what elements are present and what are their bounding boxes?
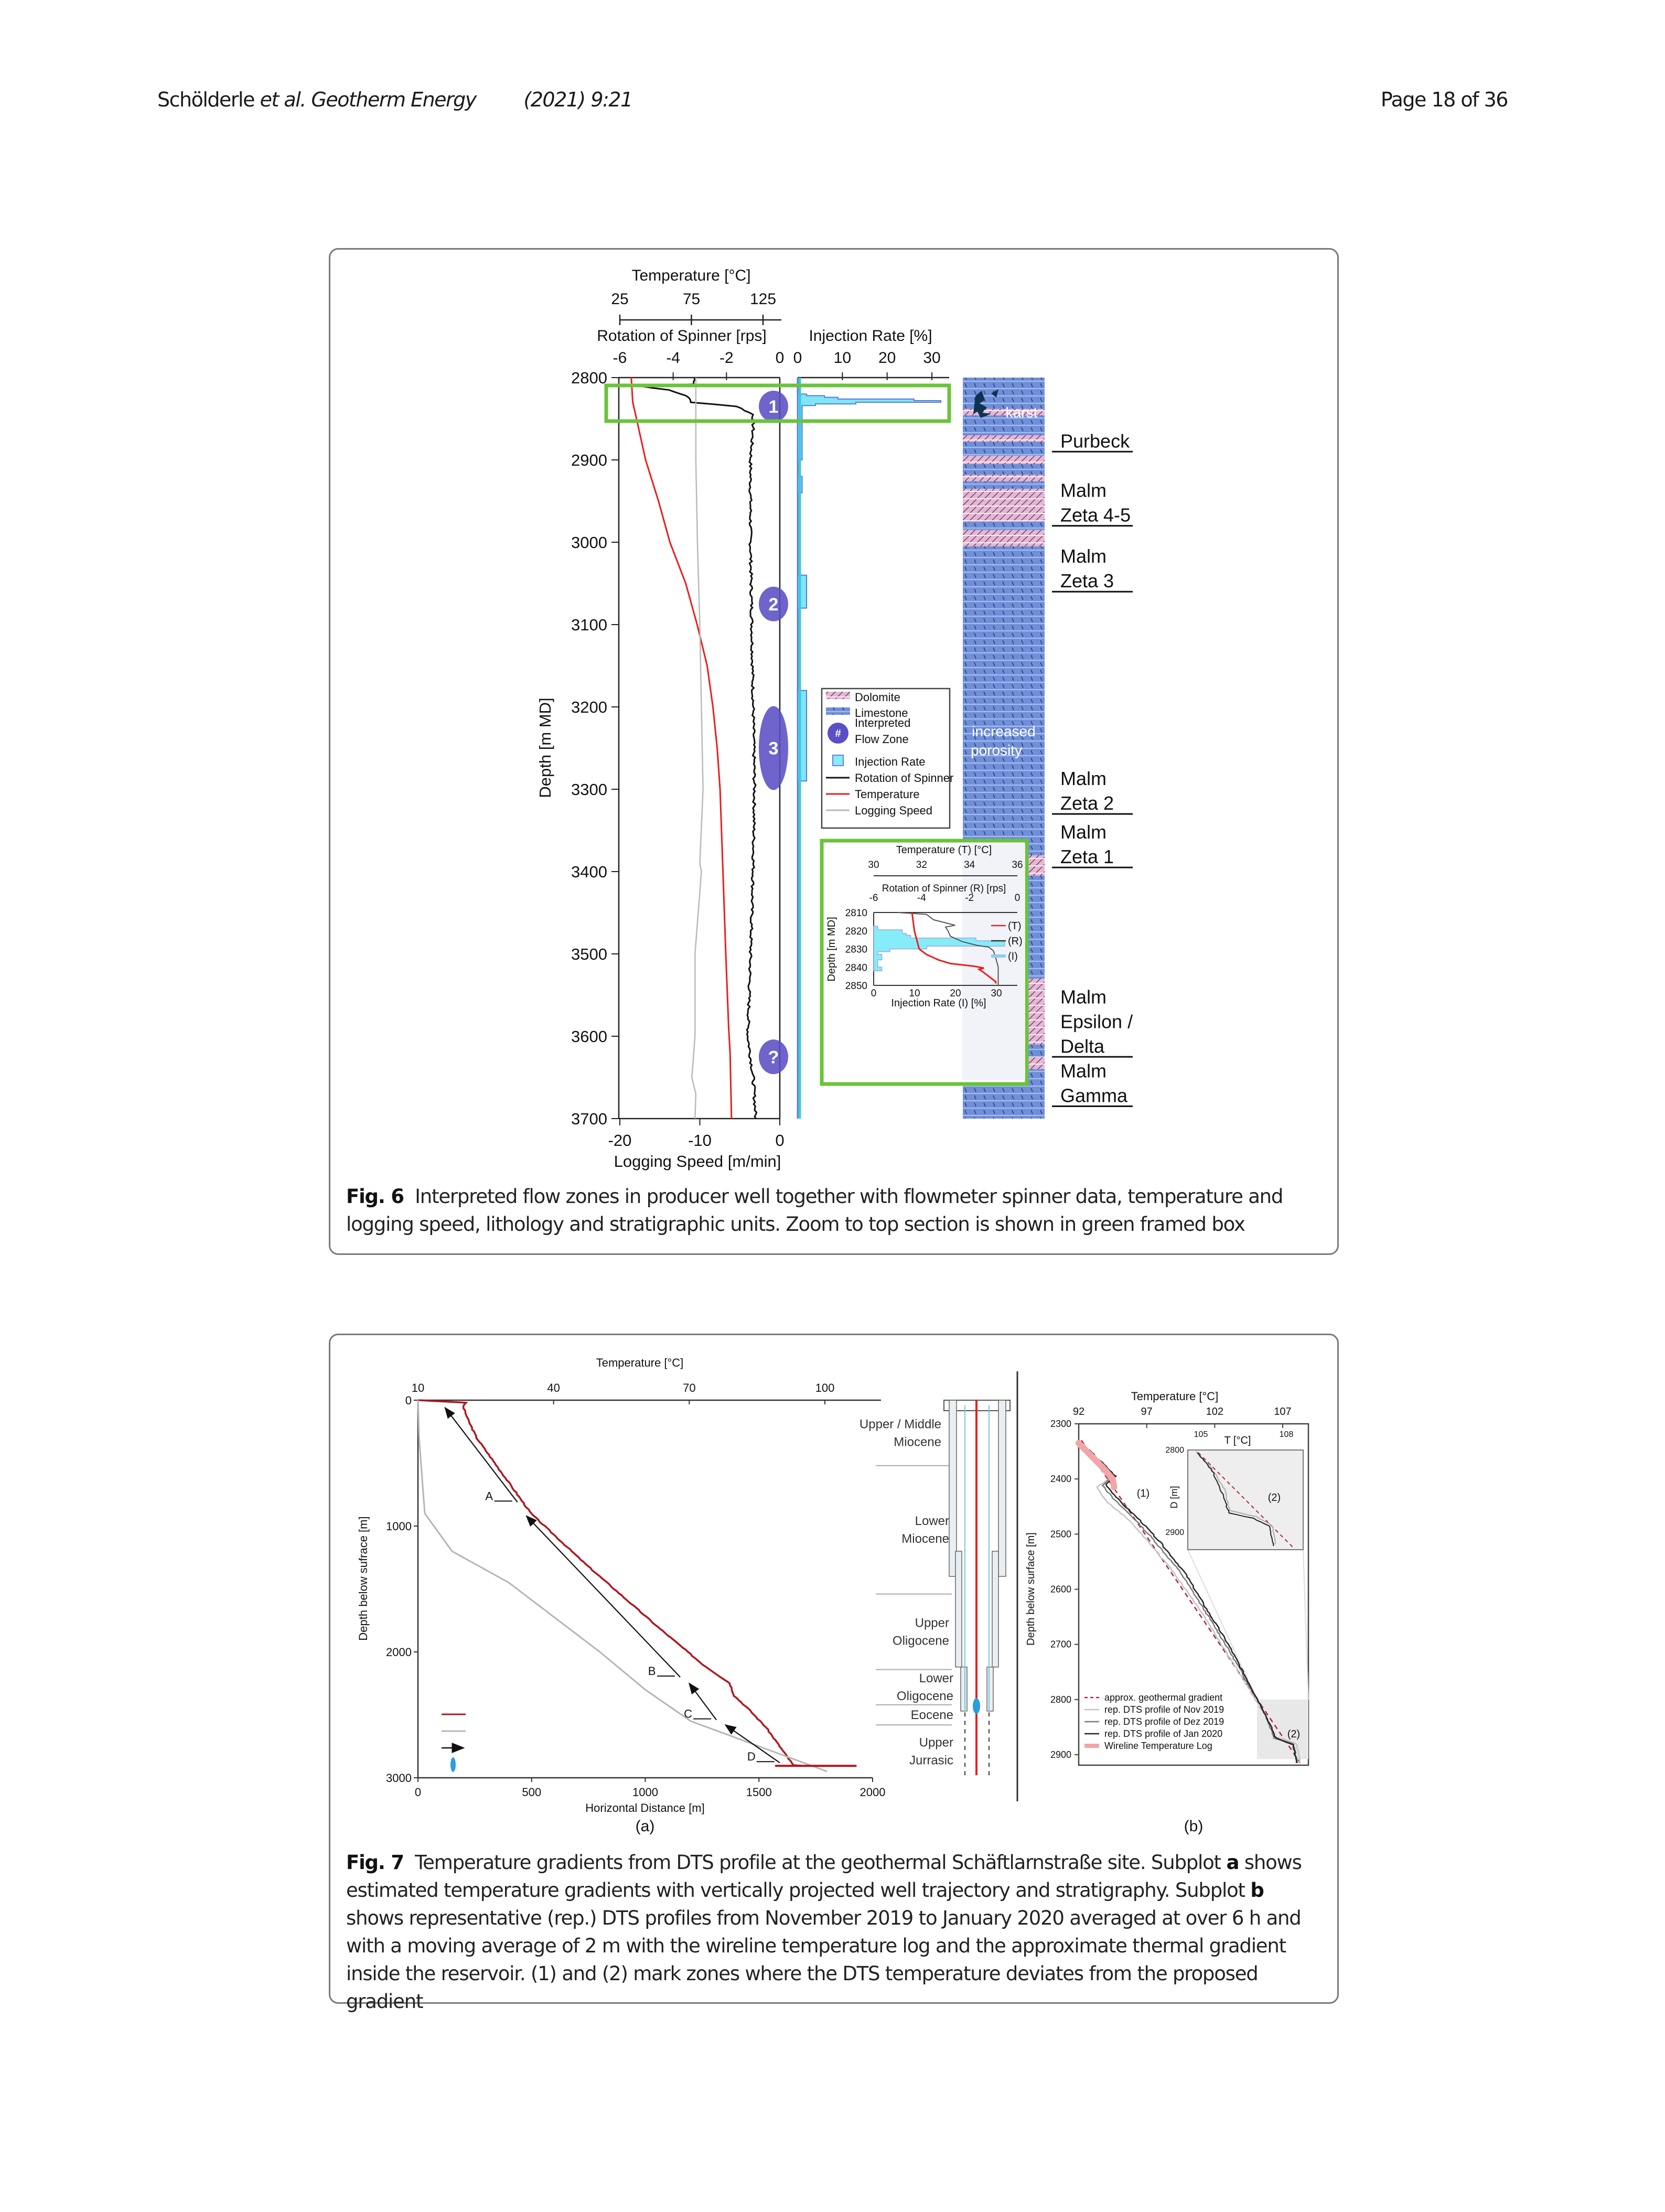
legend-label: Logging Speed <box>855 804 933 817</box>
series-dts-mean-january-2020 <box>419 1400 802 1766</box>
fig7a-depth-tick-label: 0 <box>405 1394 412 1407</box>
stratigraphy-label: Miocene <box>894 1435 941 1449</box>
fig7b-depth-tick-label: 2900 <box>1050 1749 1071 1760</box>
stratigraphy-label: Malm <box>1060 1060 1107 1082</box>
gradient-segment-label: D <box>747 1750 756 1764</box>
fig7b-depth-tick-label: 2400 <box>1050 1474 1071 1485</box>
inset-depth-tick: 2810 <box>845 908 867 919</box>
legend-label: Flow Zone <box>855 733 909 746</box>
well-schematic <box>944 1400 1010 1778</box>
geothermal-gradient-arrow <box>527 1516 680 1677</box>
pt-gauge-icon <box>450 1757 456 1772</box>
stratigraphy-label: Zeta 3 <box>1060 570 1114 592</box>
fig7a-depth-tick-label: 3000 <box>386 1771 412 1785</box>
series-well-trajectory <box>418 1400 827 1771</box>
inset-temperature-tick: 30 <box>868 860 879 871</box>
stratigraphy-label: Lower <box>919 1671 953 1686</box>
depth-tick-label: 3100 <box>571 616 607 634</box>
zone-2-shade <box>1257 1700 1308 1759</box>
inset-spinner-label: Rotation of Spinner (R) [rps] <box>882 883 1006 894</box>
flow-zone-label: 1 <box>768 396 779 417</box>
inset-spinner-tick: -4 <box>917 893 926 904</box>
fig7b-legend-label: rep. DTS profile of Jan 2020 <box>1104 1728 1223 1739</box>
legend-label: Rotation of Spinner <box>855 771 954 785</box>
figure-6-label: Fig. 6 <box>346 1185 404 1208</box>
flow-zone-label: 2 <box>768 594 779 615</box>
depth-tick-label: 3200 <box>571 698 607 716</box>
figure-7-caption-b: b <box>1250 1879 1264 1902</box>
karst-label: karst <box>1005 404 1038 421</box>
depth-axis-label: Depth [m MD] <box>536 697 554 798</box>
casing-section <box>992 1551 998 1667</box>
fig7b-depth-tick-label: 2600 <box>1050 1584 1071 1595</box>
figure-7-caption-a: a <box>1226 1851 1239 1874</box>
figure-7-caption-part: Temperature gradients from DTS profile at the geothermal Schäftlarnstraße site. Subplot <box>415 1851 1227 1874</box>
inset-connector <box>1303 1550 1308 1700</box>
inset-injection-tick: 30 <box>991 988 1002 999</box>
figure-7-caption <box>346 1849 1322 2015</box>
fig7b-depth-tick-label: 2700 <box>1050 1639 1071 1650</box>
geothermal-gradient-arrow <box>689 1683 716 1720</box>
inset-spinner-tick: -6 <box>869 893 878 904</box>
legend-label: Temperature <box>855 788 920 801</box>
subplot-b-label: (b) <box>1184 1818 1204 1835</box>
fig7a-temperature-tick: 70 <box>683 1381 696 1394</box>
fig7b-legend-label: rep. DTS profile of Dez 2019 <box>1104 1716 1224 1727</box>
fig7b-temperature-tick: 102 <box>1206 1406 1224 1418</box>
stratigraphy-label: Jurrasic <box>909 1753 953 1768</box>
fig7b-depth-tick-label: 2500 <box>1050 1529 1071 1540</box>
fig7b-temperature-tick: 97 <box>1141 1406 1153 1418</box>
depth-tick-label: 2800 <box>571 369 607 387</box>
logging-speed-tick-label: -10 <box>688 1131 712 1150</box>
casing-section <box>998 1400 1006 1576</box>
spinner-axis-label: Rotation of Spinner [rps] <box>597 327 767 345</box>
stratigraphy-label: Upper <box>919 1735 953 1750</box>
fig7a-distance-label: Horizontal Distance [m] <box>585 1801 705 1814</box>
fig7a-legend <box>442 1714 466 1772</box>
figure-7-caption-part: shows estimated temperature gradients with vertically projected well trajectory and stratigraphy. Subplot <box>346 1851 1302 1902</box>
spinner-tick-label: 0 <box>775 349 785 367</box>
inset-injection-tick: 10 <box>909 988 920 999</box>
fig7b-inset-depth-label: D [m] <box>1169 1486 1179 1509</box>
fig7b-legend-label: rep. DTS profile of Nov 2019 <box>1104 1704 1224 1715</box>
spinner-tick-label: -2 <box>719 349 734 367</box>
temperature-axis-label: Temperature [°C] <box>631 267 751 284</box>
depth-tick-label: 3600 <box>571 1027 607 1046</box>
stratigraphy-label: Miocene <box>901 1532 949 1547</box>
injection-axis-label: Injection Rate [%] <box>809 327 932 345</box>
deviation-zone-1-label: (1) <box>1136 1488 1150 1499</box>
fig7b-legend <box>1084 1692 1224 1751</box>
injection-tick-label: 30 <box>923 349 941 367</box>
fig7b-depth-label: Depth below surface [m] <box>1025 1532 1037 1646</box>
depth-tick-label: 3000 <box>571 533 607 552</box>
inset-legend-label: (I) <box>1008 951 1018 962</box>
inset-temperature-tick: 32 <box>916 860 927 871</box>
pt-gauge-marker <box>973 1698 980 1714</box>
inset-injection-tick: 20 <box>950 988 961 999</box>
gradient-segment-label: A <box>485 1489 493 1503</box>
fig7b-depth-tick-label: 2300 <box>1050 1419 1071 1429</box>
injection-tick-label: 10 <box>833 349 852 367</box>
logging-speed-tick-label: 0 <box>775 1131 785 1150</box>
inset-injection-tick: 0 <box>871 988 877 999</box>
fig7b-temperature-tick: 107 <box>1274 1406 1292 1418</box>
fig7a-distance-tick-label: 2000 <box>860 1786 886 1799</box>
stratigraphy-label: Zeta 4-5 <box>1060 504 1131 526</box>
fig7a-depth-tick-label: 1000 <box>386 1520 412 1533</box>
stratigraphy-label: Gamma <box>1060 1084 1128 1107</box>
legend-label: Dolomite <box>855 691 900 704</box>
fig7b-legend-label: approx. geothermal gradient <box>1104 1692 1223 1703</box>
fig7a-temperature-tick: 40 <box>547 1381 560 1394</box>
fig7a-stratigraphy <box>860 1417 953 1767</box>
subplot-a-label: (a) <box>635 1818 655 1835</box>
injection-tick-label: 20 <box>878 349 896 367</box>
casing-section <box>987 1667 993 1711</box>
flow-zone-symbol: # <box>835 728 841 739</box>
fig7b-inset-temperature-label: T [°C] <box>1224 1435 1251 1446</box>
stratigraphy-label: Lower <box>915 1514 949 1529</box>
logging-speed-tick-label: -20 <box>608 1131 632 1150</box>
fig7b-temperature-label: Temperature [°C] <box>1131 1390 1219 1403</box>
inset-zone-2-label: (2) <box>1267 1492 1281 1504</box>
stratigraphy-label: Malm <box>1060 545 1107 567</box>
logging-speed-axis-label: Logging Speed [m/min] <box>614 1152 781 1171</box>
figure-6-caption-text: Interpreted flow zones in producer well together with flowmeter spinner data, temperature and logging speed, lithology and stratigraphic units. Zoom to top section is shown in green framed box <box>346 1185 1283 1236</box>
injection-tick-label: 0 <box>793 349 802 367</box>
inset-depth-tick: 2820 <box>845 926 867 937</box>
casing-section <box>949 1400 957 1576</box>
stratigraphy-label: Epsilon / <box>1060 1011 1133 1033</box>
fig7b-inset-tick: 2900 <box>1165 1528 1184 1537</box>
casing-section <box>961 1667 967 1711</box>
stratigraphy-label: Zeta 2 <box>1060 792 1114 814</box>
fig7a-temperature-tick: 10 <box>411 1381 425 1394</box>
inset-depth-label: Depth [m MD] <box>826 917 837 982</box>
inset-temperature-label: Temperature (T) [°C] <box>896 844 992 856</box>
depth-tick-label: 3700 <box>571 1110 607 1128</box>
gradient-segment-label: C <box>684 1707 693 1721</box>
page-number: Page 18 of 36 <box>1380 88 1508 111</box>
inset-depth-tick: 2850 <box>845 981 867 992</box>
porosity-label: porosity <box>970 742 1023 758</box>
temperature-tick-label: 75 <box>682 291 701 308</box>
figure-7-label: Fig. 7 <box>346 1851 404 1874</box>
inset-temperature-tick: 34 <box>964 860 975 871</box>
inset-connector <box>1188 1550 1257 1700</box>
geothermal-gradient-arrow <box>445 1408 518 1502</box>
casing-section <box>955 1551 962 1667</box>
inset-injection-label: Injection Rate (I) [%] <box>891 997 986 1009</box>
inset-legend-label: (R) <box>1008 936 1023 947</box>
stratigraphy-label: Oligocene <box>896 1689 953 1704</box>
stratigraphy-label: Zeta 1 <box>1060 846 1114 868</box>
figure-7b-plot <box>1025 1390 1308 1835</box>
fig7b-inset-tick: 108 <box>1279 1430 1294 1439</box>
flow-zone-label: ? <box>768 1047 779 1068</box>
spinner-tick-label: -4 <box>666 349 681 367</box>
stratigraphy-label: Malm <box>1060 768 1107 790</box>
inset-spinner-tick: -2 <box>965 893 974 904</box>
gradient-segment-label: B <box>648 1665 656 1678</box>
figure-7-caption-part: shows representative (rep.) DTS profiles from November 2019 to January 2020 averaged at over 6 h and with a moving average of 2 m with the wireline temperature log and the approximate thermal gradient inside the reservoir. (1) and (2) mark zones where the DTS temperature deviates from the proposed gradient <box>346 1907 1301 2013</box>
inset-depth-tick: 2830 <box>845 944 867 955</box>
stratigraphy-label: Delta <box>1060 1035 1105 1057</box>
inset-depth-tick: 2840 <box>845 962 867 974</box>
fig7b-depth-tick-label: 2800 <box>1050 1694 1071 1705</box>
porosity-label: increased <box>972 723 1036 739</box>
stratigraphy-label: Malm <box>1060 986 1107 1008</box>
stratigraphy-label: Upper <box>915 1616 949 1630</box>
stratigraphy-label: Upper / Middle <box>859 1417 941 1432</box>
inset-legend-label: (T) <box>1008 920 1022 932</box>
fig7a-temperature-label: Temperature [°C] <box>596 1356 684 1369</box>
fig7b-legend-label: Wireline Temperature Log <box>1104 1741 1212 1751</box>
fig7b-inset-tick: 105 <box>1194 1430 1208 1439</box>
fig7a-temperature-tick: 100 <box>815 1381 835 1394</box>
stratigraphy-label: Oligocene <box>892 1634 949 1648</box>
legend-label: Injection Rate <box>855 755 926 768</box>
inset-spinner-tick: 0 <box>1014 893 1021 904</box>
deviation-zone-2-label: (2) <box>1287 1728 1301 1740</box>
depth-tick-label: 3500 <box>571 945 607 963</box>
fig7a-depth-label: Depth below sufrace [m] <box>357 1516 370 1641</box>
inset-temperature-tick: 36 <box>1012 860 1023 871</box>
stratigraphy-label: Malm <box>1060 479 1107 501</box>
depth-tick-label: 2900 <box>571 451 607 469</box>
figure-7a-plot <box>357 1356 885 1835</box>
fig7b-temperature-tick: 92 <box>1072 1406 1085 1418</box>
fig7a-distance-tick-label: 1500 <box>746 1786 772 1799</box>
spinner-tick-label: -6 <box>613 349 627 367</box>
legend-label: Interpreted <box>855 716 911 729</box>
temperature-tick-label: 25 <box>611 291 629 308</box>
fig7a-distance-tick-label: 0 <box>414 1786 422 1799</box>
stratigraphy-label: Malm <box>1060 821 1107 843</box>
fig7b-inset-tick: 2800 <box>1165 1446 1184 1455</box>
temperature-tick-label: 125 <box>749 291 777 308</box>
fig7a-distance-tick-label: 500 <box>522 1786 542 1799</box>
stratigraphy-label: Eocene <box>910 1708 953 1722</box>
stratigraphy-label: Purbeck <box>1060 430 1130 452</box>
flow-zone-label: 3 <box>768 738 779 759</box>
fig7b-inset-frame <box>1188 1450 1303 1550</box>
fig7a-depth-tick-label: 2000 <box>386 1646 412 1659</box>
depth-tick-label: 3300 <box>571 780 607 799</box>
fig7b-inset <box>1165 1430 1303 1550</box>
fig7a-distance-tick-label: 1000 <box>632 1786 658 1799</box>
header-journal: et al. Geotherm Energy <box>260 88 476 111</box>
depth-tick-label: 3400 <box>571 863 607 881</box>
header-volume: (2021) 9:21 <box>523 88 632 111</box>
legend-label: Limestone <box>855 706 908 720</box>
header-authors: Schölderle <box>157 88 254 111</box>
